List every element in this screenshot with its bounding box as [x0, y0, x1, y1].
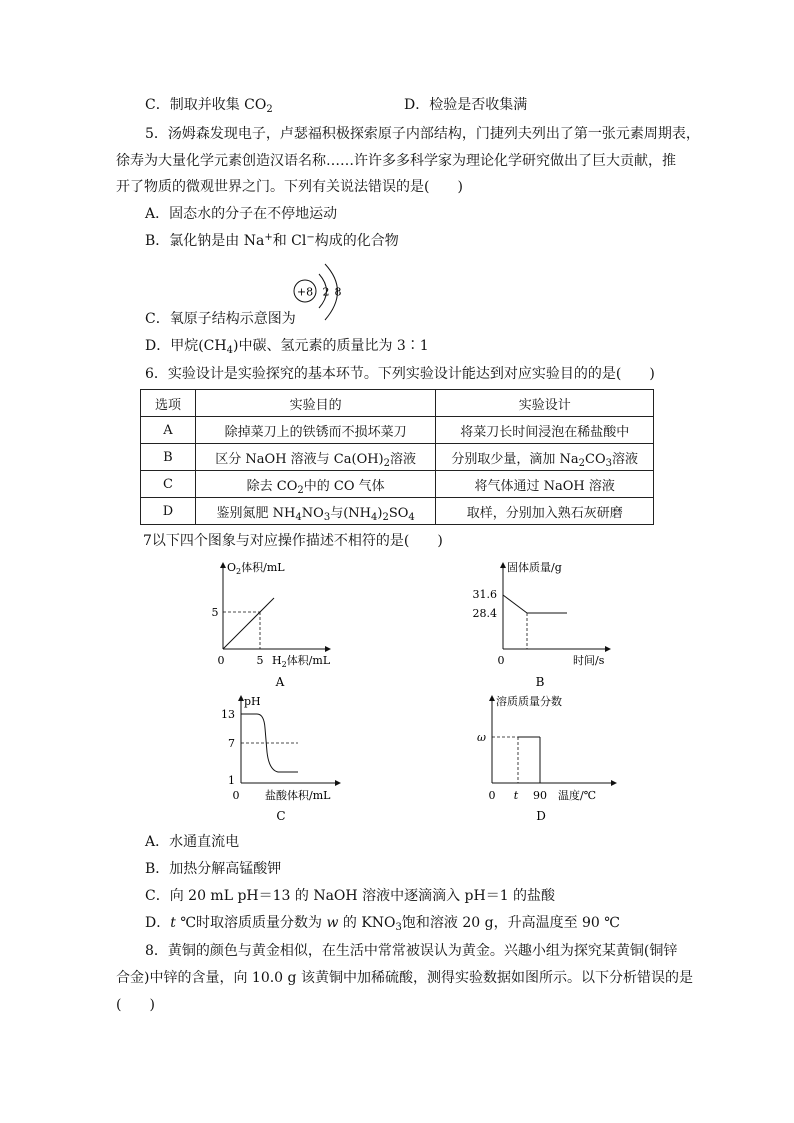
q8-stem-line1: 8．黄铜的颜色与黄金相似，在生活中常常被误认为黄金。兴趣小组为探究某黄铜(铜锌	[145, 943, 678, 959]
atom-shell2-count: 8	[334, 285, 342, 299]
graph-c-ylabel: pH	[244, 695, 261, 708]
graph-d	[476, 690, 636, 825]
graph-b-origin: 0	[497, 654, 505, 667]
graph-d-xtick-2: 90	[533, 789, 547, 802]
q5-option-c: C．氧原子结构示意图为	[145, 311, 296, 327]
q5-option-a: A．固态水的分子在不停地运动	[145, 206, 338, 222]
graph-d-caption: D	[536, 809, 546, 823]
graph-c-ytick-1: 13	[221, 708, 235, 721]
q7-option-b: B．加热分解高锰酸钾	[145, 861, 282, 877]
graph-a	[200, 555, 350, 690]
table-cell: 除去 $CO_2$中的 CO 气体	[195, 471, 436, 498]
q7-option-a: A．水通直流电	[145, 834, 240, 850]
q8-stem-line3: ( )	[116, 997, 155, 1013]
q5-option-d: D．甲烷$(CH_4)$中碳、氢元素的质量比为 3∶1	[145, 338, 429, 356]
table-cell: 除掉菜刀上的铁锈而不损坏菜刀	[195, 417, 436, 444]
table-row	[141, 498, 654, 525]
q7-option-d: D．t ℃时取溶质质量分数为 w 的 $KNO_3$饱和溶液 20 g，升高温度至 90 ℃	[145, 915, 620, 933]
table-header-cell: 实验设计	[436, 390, 654, 417]
graph-a-ytick: 5	[211, 606, 219, 619]
graph-c-xlabel: 盐酸体积/mL	[265, 789, 331, 802]
table-cell: 将菜刀长时间浸泡在稀盐酸中	[436, 417, 654, 444]
graph-b-caption: B	[535, 675, 545, 689]
graph-a-caption: A	[275, 675, 285, 689]
oxygen-atom-diagram	[288, 258, 358, 328]
q7-stem: 7以下四个图象与对应操作描述不相符的是( )	[143, 533, 443, 549]
table-row	[141, 444, 654, 471]
q7-option-c: C．向 20 mL pH＝13 的 NaOH 溶液中逐滴滴入 pH＝1 的盐酸	[145, 888, 556, 904]
atom-shell1-count: 2	[322, 285, 330, 299]
graph-a-ylabel: $O_2$体积/mL	[227, 561, 285, 576]
table-cell: B	[141, 444, 196, 471]
graph-c-caption: C	[276, 809, 286, 823]
graph-d-origin: 0	[488, 789, 496, 802]
q5-option-b: B．氯化钠是由 Na+和 Cl−构成的化合物	[145, 232, 399, 249]
table-cell: C	[141, 471, 196, 498]
q5-stem-line1: 5．汤姆森发现电子，卢瑟福积极探索原子内部结构，门捷列夫列出了第一张元素周期表，	[145, 126, 700, 142]
graph-b-ytick-1: 31.6	[472, 588, 497, 601]
q6-table	[140, 389, 654, 525]
table-cell: D	[141, 498, 196, 525]
atom-nucleus-label: +8	[296, 285, 314, 299]
graph-d-ytick: ω	[477, 731, 486, 744]
table-header-row	[141, 390, 654, 417]
graph-a-origin: 0	[217, 654, 225, 667]
graph-a-line	[223, 598, 274, 649]
graph-d-xlabel: 温度/℃	[558, 789, 597, 802]
graph-b-ylabel: 固体质量/g	[507, 561, 562, 574]
graph-b-xlabel: 时间/s	[573, 654, 605, 667]
table-cell: 鉴别氮肥 $NH_4NO_3$与$(NH_4)_2SO_4$	[195, 498, 436, 525]
table-header-cell: 实验目的	[195, 390, 436, 417]
q6-stem: 6．实验设计是实验探究的基本环节。下列实验设计能达到对应实验目的的是( )	[145, 366, 655, 382]
q4-option-d: D．检验是否收集满	[404, 97, 528, 113]
graph-d-ylabel: 溶质质量分数	[496, 695, 562, 708]
table-cell: A	[141, 417, 196, 444]
graph-b	[470, 555, 630, 690]
table-row	[141, 417, 654, 444]
graph-b-ytick-2: 28.4	[472, 607, 497, 620]
graph-c-curve	[241, 714, 298, 772]
table-cell: 分别取少量，滴加 $Na_2CO_3$溶液	[436, 444, 654, 471]
q4-option-c: C．制取并收集 $CO_2$	[145, 97, 273, 115]
graph-c-ytick-3: 1	[228, 774, 235, 787]
q8-stem-line2: 合金)中锌的含量，向 10.0 g 该黄铜中加稀硫酸，测得实验数据如图所示。以下分析错误的是	[116, 970, 693, 986]
table-row	[141, 471, 654, 498]
q5-stem-line3: 开了物质的微观世界之门。下列有关说法错误的是( )	[116, 179, 463, 195]
graph-a-xlabel: $H_2$体积/mL	[272, 654, 331, 669]
graph-c-ytick-2: 7	[228, 737, 235, 750]
graph-c	[220, 690, 360, 825]
graph-d-xtick-1: t	[513, 789, 519, 802]
graph-c-origin: 0	[232, 789, 240, 802]
table-cell: 取样，分别加入熟石灰研磨	[436, 498, 654, 525]
table-header-cell: 选项	[141, 390, 196, 417]
graph-a-xtick: 5	[256, 654, 264, 667]
table-cell: 区分 NaOH 溶液与 $Ca(OH)_2$溶液	[195, 444, 436, 471]
table-cell: 将气体通过 NaOH 溶液	[436, 471, 654, 498]
q5-stem-line2: 徐寿为大量化学元素创造汉语名称……许许多多科学家为理论化学研究做出了巨大贡献，推	[116, 153, 676, 169]
graph-b-decline	[503, 595, 527, 613]
